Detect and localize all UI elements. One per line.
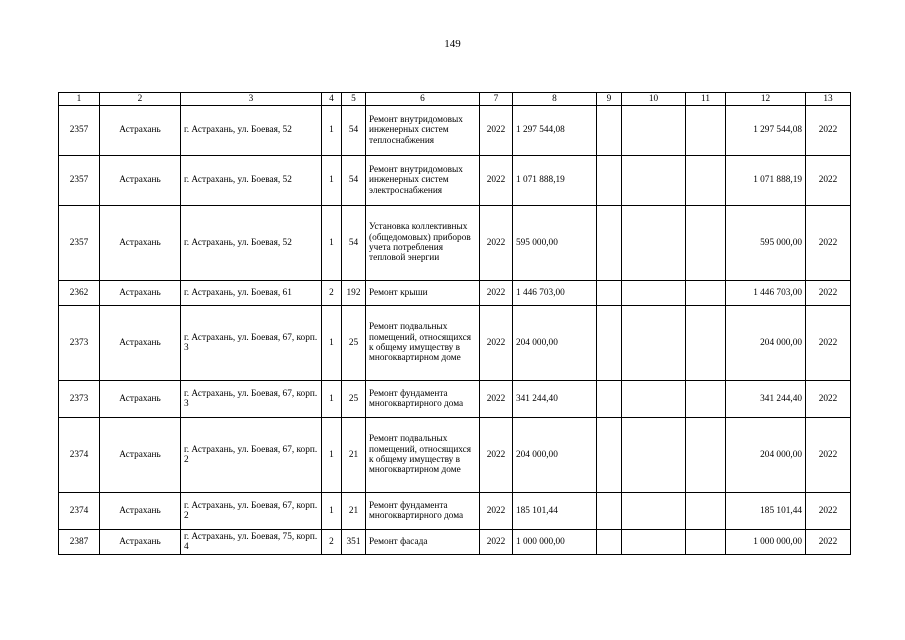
column-header: 10 [622, 93, 686, 106]
address-cell: г. Астрахань, ул. Боевая, 61 [181, 281, 322, 306]
empty-cell [622, 530, 686, 555]
fund-cost-cell: 1 297 544,08 [726, 106, 806, 156]
empty-cell [597, 156, 622, 206]
table-row [59, 106, 851, 156]
empty-cell [686, 381, 726, 418]
city-cell: Астрахань [100, 281, 181, 306]
table-row [59, 530, 851, 555]
table-row [59, 206, 851, 281]
address-cell: г. Астрахань, ул. Боевая, 67, корп. 2 [181, 418, 322, 493]
year-cell: 2022 [480, 381, 513, 418]
city-cell: Астрахань [100, 206, 181, 281]
empty-cell [622, 156, 686, 206]
completion-year-cell: 2022 [806, 281, 851, 306]
empty-cell [622, 106, 686, 156]
year-cell: 2022 [480, 418, 513, 493]
completion-year-cell: 2022 [806, 418, 851, 493]
empty-cell [597, 418, 622, 493]
work-type-cell: Установка коллективных (общедомовых) приборов учета потребления тепловой энергии [366, 206, 480, 281]
empty-cell [686, 106, 726, 156]
count-cell: 2 [322, 281, 342, 306]
record-id-cell: 2357 [59, 206, 100, 281]
number-cell: 25 [342, 381, 366, 418]
completion-year-cell: 2022 [806, 530, 851, 555]
total-cost-cell: 204 000,00 [513, 418, 597, 493]
year-cell: 2022 [480, 156, 513, 206]
table-body [59, 106, 851, 555]
empty-cell [622, 281, 686, 306]
work-type-cell: Ремонт фундамента многоквартирного дома [366, 381, 480, 418]
column-header: 4 [322, 93, 342, 106]
empty-cell [597, 106, 622, 156]
count-cell: 1 [322, 156, 342, 206]
record-id-cell: 2357 [59, 156, 100, 206]
column-header: 13 [806, 93, 851, 106]
total-cost-cell: 1 000 000,00 [513, 530, 597, 555]
capital-repair-table [58, 92, 851, 555]
count-cell: 1 [322, 418, 342, 493]
empty-cell [686, 206, 726, 281]
empty-cell [686, 418, 726, 493]
number-cell: 21 [342, 418, 366, 493]
column-header: 1 [59, 93, 100, 106]
empty-cell [622, 206, 686, 281]
count-cell: 1 [322, 493, 342, 530]
column-number-row [59, 93, 851, 106]
fund-cost-cell: 1 071 888,19 [726, 156, 806, 206]
fund-cost-cell: 341 244,40 [726, 381, 806, 418]
city-cell: Астрахань [100, 493, 181, 530]
empty-cell [686, 156, 726, 206]
address-cell: г. Астрахань, ул. Боевая, 67, корп. 3 [181, 381, 322, 418]
count-cell: 1 [322, 306, 342, 381]
column-header: 3 [181, 93, 322, 106]
empty-cell [622, 306, 686, 381]
address-cell: г. Астрахань, ул. Боевая, 52 [181, 106, 322, 156]
column-header: 7 [480, 93, 513, 106]
record-id-cell: 2373 [59, 381, 100, 418]
table-row [59, 381, 851, 418]
column-header: 9 [597, 93, 622, 106]
empty-cell [622, 418, 686, 493]
table-row [59, 281, 851, 306]
completion-year-cell: 2022 [806, 156, 851, 206]
work-type-cell: Ремонт фасада [366, 530, 480, 555]
work-type-cell: Ремонт подвальных помещений, относящихся к общему имуществу в многоквартирном доме [366, 306, 480, 381]
completion-year-cell: 2022 [806, 106, 851, 156]
fund-cost-cell: 185 101,44 [726, 493, 806, 530]
address-cell: г. Астрахань, ул. Боевая, 67, корп. 3 [181, 306, 322, 381]
empty-cell [597, 206, 622, 281]
year-cell: 2022 [480, 106, 513, 156]
address-cell: г. Астрахань, ул. Боевая, 67, корп. 2 [181, 493, 322, 530]
record-id-cell: 2357 [59, 106, 100, 156]
total-cost-cell: 1 446 703,00 [513, 281, 597, 306]
column-header: 5 [342, 93, 366, 106]
empty-cell [597, 281, 622, 306]
empty-cell [686, 281, 726, 306]
address-cell: г. Астрахань, ул. Боевая, 52 [181, 206, 322, 281]
number-cell: 54 [342, 206, 366, 281]
total-cost-cell: 1 071 888,19 [513, 156, 597, 206]
city-cell: Астрахань [100, 418, 181, 493]
empty-cell [686, 530, 726, 555]
number-cell: 192 [342, 281, 366, 306]
empty-cell [622, 381, 686, 418]
city-cell: Астрахань [100, 306, 181, 381]
number-cell: 54 [342, 156, 366, 206]
work-type-cell: Ремонт крыши [366, 281, 480, 306]
fund-cost-cell: 595 000,00 [726, 206, 806, 281]
table-row [59, 493, 851, 530]
column-header: 11 [686, 93, 726, 106]
empty-cell [686, 493, 726, 530]
record-id-cell: 2373 [59, 306, 100, 381]
table-row [59, 306, 851, 381]
work-type-cell: Ремонт подвальных помещений, относящихся к общему имуществу в многоквартирном доме [366, 418, 480, 493]
number-cell: 54 [342, 106, 366, 156]
empty-cell [686, 306, 726, 381]
page-number: 149 [444, 38, 461, 50]
count-cell: 1 [322, 206, 342, 281]
column-header: 12 [726, 93, 806, 106]
work-type-cell: Ремонт внутридомовых инженерных систем теплоснабжения [366, 106, 480, 156]
record-id-cell: 2362 [59, 281, 100, 306]
fund-cost-cell: 204 000,00 [726, 418, 806, 493]
city-cell: Астрахань [100, 156, 181, 206]
year-cell: 2022 [480, 281, 513, 306]
record-id-cell: 2374 [59, 493, 100, 530]
empty-cell [622, 493, 686, 530]
total-cost-cell: 595 000,00 [513, 206, 597, 281]
year-cell: 2022 [480, 306, 513, 381]
year-cell: 2022 [480, 206, 513, 281]
number-cell: 351 [342, 530, 366, 555]
number-cell: 21 [342, 493, 366, 530]
column-header: 2 [100, 93, 181, 106]
column-header: 6 [366, 93, 480, 106]
record-id-cell: 2387 [59, 530, 100, 555]
fund-cost-cell: 1 000 000,00 [726, 530, 806, 555]
record-id-cell: 2374 [59, 418, 100, 493]
total-cost-cell: 185 101,44 [513, 493, 597, 530]
city-cell: Астрахань [100, 530, 181, 555]
total-cost-cell: 341 244,40 [513, 381, 597, 418]
count-cell: 2 [322, 530, 342, 555]
empty-cell [597, 306, 622, 381]
column-header: 8 [513, 93, 597, 106]
count-cell: 1 [322, 106, 342, 156]
total-cost-cell: 204 000,00 [513, 306, 597, 381]
city-cell: Астрахань [100, 381, 181, 418]
completion-year-cell: 2022 [806, 206, 851, 281]
address-cell: г. Астрахань, ул. Боевая, 52 [181, 156, 322, 206]
fund-cost-cell: 1 446 703,00 [726, 281, 806, 306]
work-type-cell: Ремонт внутридомовых инженерных систем электроснабжения [366, 156, 480, 206]
total-cost-cell: 1 297 544,08 [513, 106, 597, 156]
city-cell: Астрахань [100, 106, 181, 156]
number-cell: 25 [342, 306, 366, 381]
count-cell: 1 [322, 381, 342, 418]
completion-year-cell: 2022 [806, 381, 851, 418]
table-row [59, 418, 851, 493]
empty-cell [597, 530, 622, 555]
table-row [59, 156, 851, 206]
work-type-cell: Ремонт фундамента многоквартирного дома [366, 493, 480, 530]
year-cell: 2022 [480, 493, 513, 530]
fund-cost-cell: 204 000,00 [726, 306, 806, 381]
completion-year-cell: 2022 [806, 493, 851, 530]
completion-year-cell: 2022 [806, 306, 851, 381]
empty-cell [597, 493, 622, 530]
address-cell: г. Астрахань, ул. Боевая, 75, корп. 4 [181, 530, 322, 555]
year-cell: 2022 [480, 530, 513, 555]
empty-cell [597, 381, 622, 418]
